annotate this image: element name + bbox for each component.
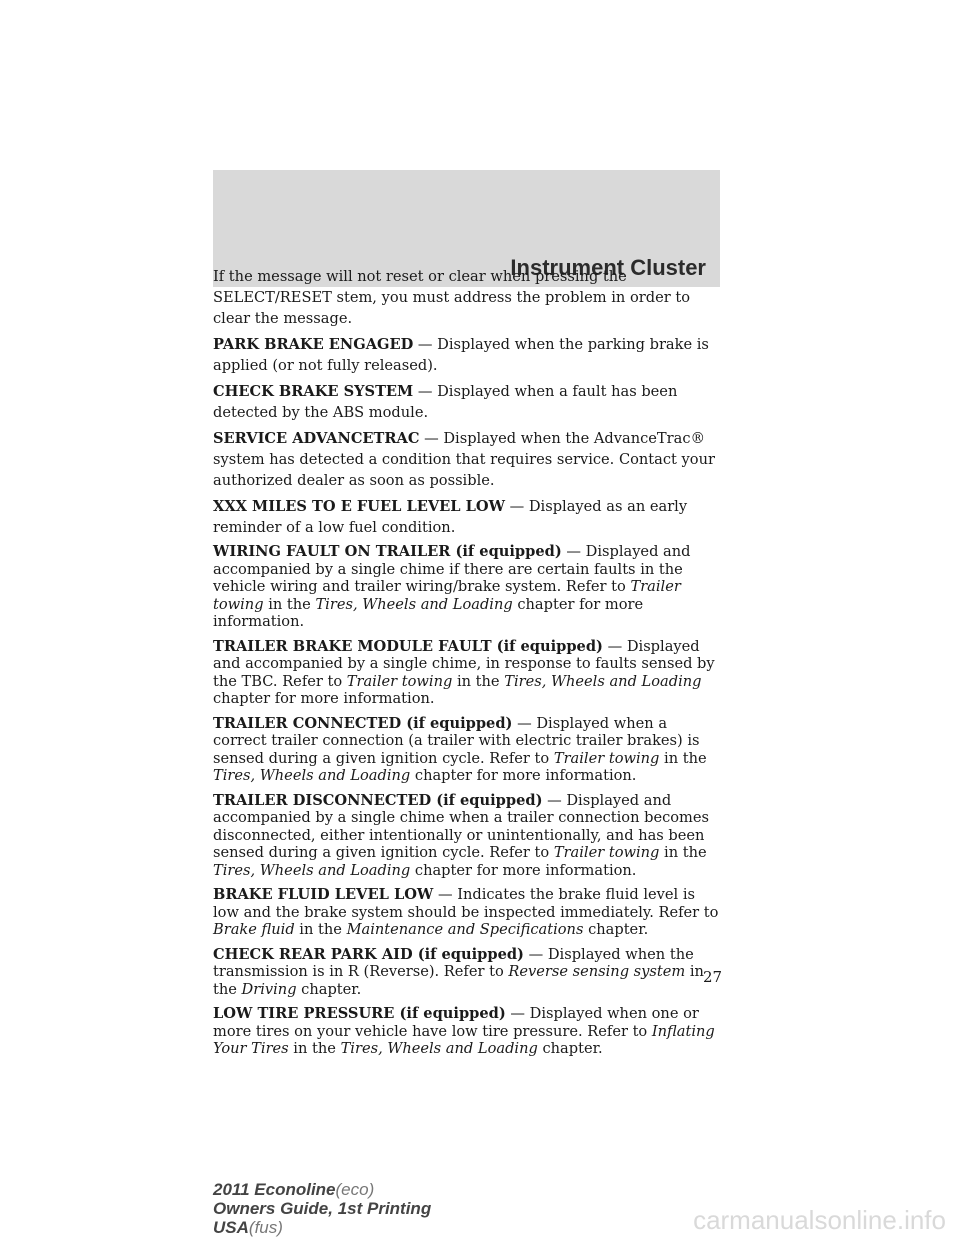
message-description: in the: [452, 672, 505, 690]
message-list: [213, 334, 723, 1058]
cross-reference: Driving: [241, 980, 297, 998]
message-description: in the: [263, 595, 316, 613]
message-term: TRAILER CONNECTED (if equipped): [213, 714, 513, 732]
message-description: — Displayed as an early reminder of a low fuel condition.: [213, 498, 688, 536]
cross-reference: Tires, Wheels and Loading: [315, 595, 513, 613]
section-title: Instrument Cluster: [510, 255, 706, 280]
message-item: [213, 496, 723, 538]
message-term: CHECK BRAKE SYSTEM: [213, 383, 414, 400]
footer-model: 2011 Econoline: [213, 1180, 336, 1199]
message-description: — Displayed and accompanied by a single chime if there are certain faults in the vehicle wiring and trailer wiring/brake system. Refer to: [213, 543, 691, 595]
page-content: [213, 266, 723, 1065]
message-term: SERVICE ADVANCETRAC: [213, 430, 420, 447]
message-description: — Displayed when a fault has been detected by the ABS module.: [213, 383, 678, 421]
message-item: [213, 381, 723, 423]
message-description: — Displayed when one or more tires on your vehicle have low tire pressure. Refer to: [213, 1005, 699, 1040]
message-item: [213, 638, 723, 708]
message-description: chapter.: [583, 921, 649, 938]
footer-market-code: (fus): [248, 1218, 283, 1237]
message-item: [213, 428, 723, 491]
message-item: [213, 1005, 723, 1058]
message-description: in the: [659, 844, 707, 861]
footer-market: USA: [213, 1218, 249, 1237]
cross-reference: Trailer towing: [553, 844, 660, 861]
cross-reference: Reverse sensing system: [508, 963, 686, 980]
cross-reference: Trailer towing: [213, 578, 681, 613]
message-description: chapter.: [537, 1040, 603, 1057]
message-item: [213, 715, 723, 785]
footer-model-code: (eco): [335, 1180, 375, 1199]
message-item: [213, 886, 723, 939]
message-term: CHECK REAR PARK AID (if equipped): [213, 945, 524, 963]
message-item: [213, 946, 723, 999]
message-term: WIRING FAULT ON TRAILER (if equipped): [213, 543, 562, 560]
message-description: — Indicates the brake fluid level is low and the brake system should be inspected immediately. Refer to: [213, 886, 719, 921]
cross-reference: Trailer towing: [346, 672, 453, 690]
message-description: in the: [294, 921, 347, 938]
message-description: in the: [213, 963, 704, 998]
cross-reference: Tires, Wheels and Loading: [340, 1040, 538, 1057]
cross-reference: Tires, Wheels and Loading: [213, 861, 411, 879]
message-term: BRAKE FLUID LEVEL LOW: [213, 886, 434, 903]
message-description: — Displayed and accompanied by a single chime, in response to faults sensed by the TBC. Refer to: [213, 637, 715, 690]
message-term: TRAILER DISCONNECTED (if equipped): [213, 791, 543, 809]
footer-line-1: [213, 1180, 431, 1199]
message-term: XXX MILES TO E FUEL LEVEL LOW: [213, 498, 505, 515]
cross-reference: Maintenance and Specifications: [346, 921, 584, 938]
message-term: LOW TIRE PRESSURE (if equipped): [213, 1005, 506, 1022]
message-description: chapter for more information.: [213, 595, 644, 630]
cross-reference: Tires, Wheels and Loading: [504, 672, 702, 690]
cross-reference: Inflating Your Tires: [213, 1022, 715, 1057]
cross-reference: Trailer towing: [553, 749, 660, 767]
cross-reference: Tires, Wheels and Loading: [213, 767, 411, 784]
cross-reference: Brake fluid: [213, 921, 295, 938]
message-description: in the: [659, 749, 707, 767]
message-description: — Displayed when a correct trailer connection (a trailer with electric trailer brakes) is sensed during a given ignition cycle. Refer to: [213, 714, 700, 767]
page-number: 27: [703, 968, 723, 986]
message-item: [213, 543, 723, 631]
footer-line-2: Owners Guide, 1st Printing: [213, 1199, 432, 1218]
message-description: chapter for more information.: [410, 767, 637, 784]
message-term: TRAILER BRAKE MODULE FAULT (if equipped): [213, 637, 603, 655]
message-term: PARK BRAKE ENGAGED: [213, 336, 414, 353]
message-item: [213, 334, 723, 376]
message-description: — Displayed when the parking brake is applied (or not fully released).: [213, 336, 709, 374]
message-description: — Displayed and accompanied by a single chime when a trailer connection becomes disconnected, either intentionally or unintentionally, and has been sensed during a given ignition cycle. Refer to: [213, 791, 710, 861]
watermark: carmanualsonline.info: [693, 1205, 946, 1235]
intro-paragraph: If the message will not reset or clear when pressing the SELECT/RESET stem, you must address the problem in order to clear the message.: [213, 268, 690, 327]
message-description: — Displayed when the transmission is in R (Reverse). Refer to: [213, 945, 694, 980]
message-item: [213, 792, 723, 880]
message-description: in the: [288, 1040, 341, 1057]
message-description: chapter for more information.: [213, 690, 435, 707]
message-description: chapter for more information.: [410, 861, 637, 879]
footer-line-3: [213, 1218, 431, 1237]
document-footer: [213, 1180, 431, 1237]
message-description: chapter.: [296, 980, 362, 998]
message-description: — Displayed when the AdvanceTrac® system has detected a condition that requires service. Contact your authorized dealer as soon as possible.: [213, 430, 715, 489]
